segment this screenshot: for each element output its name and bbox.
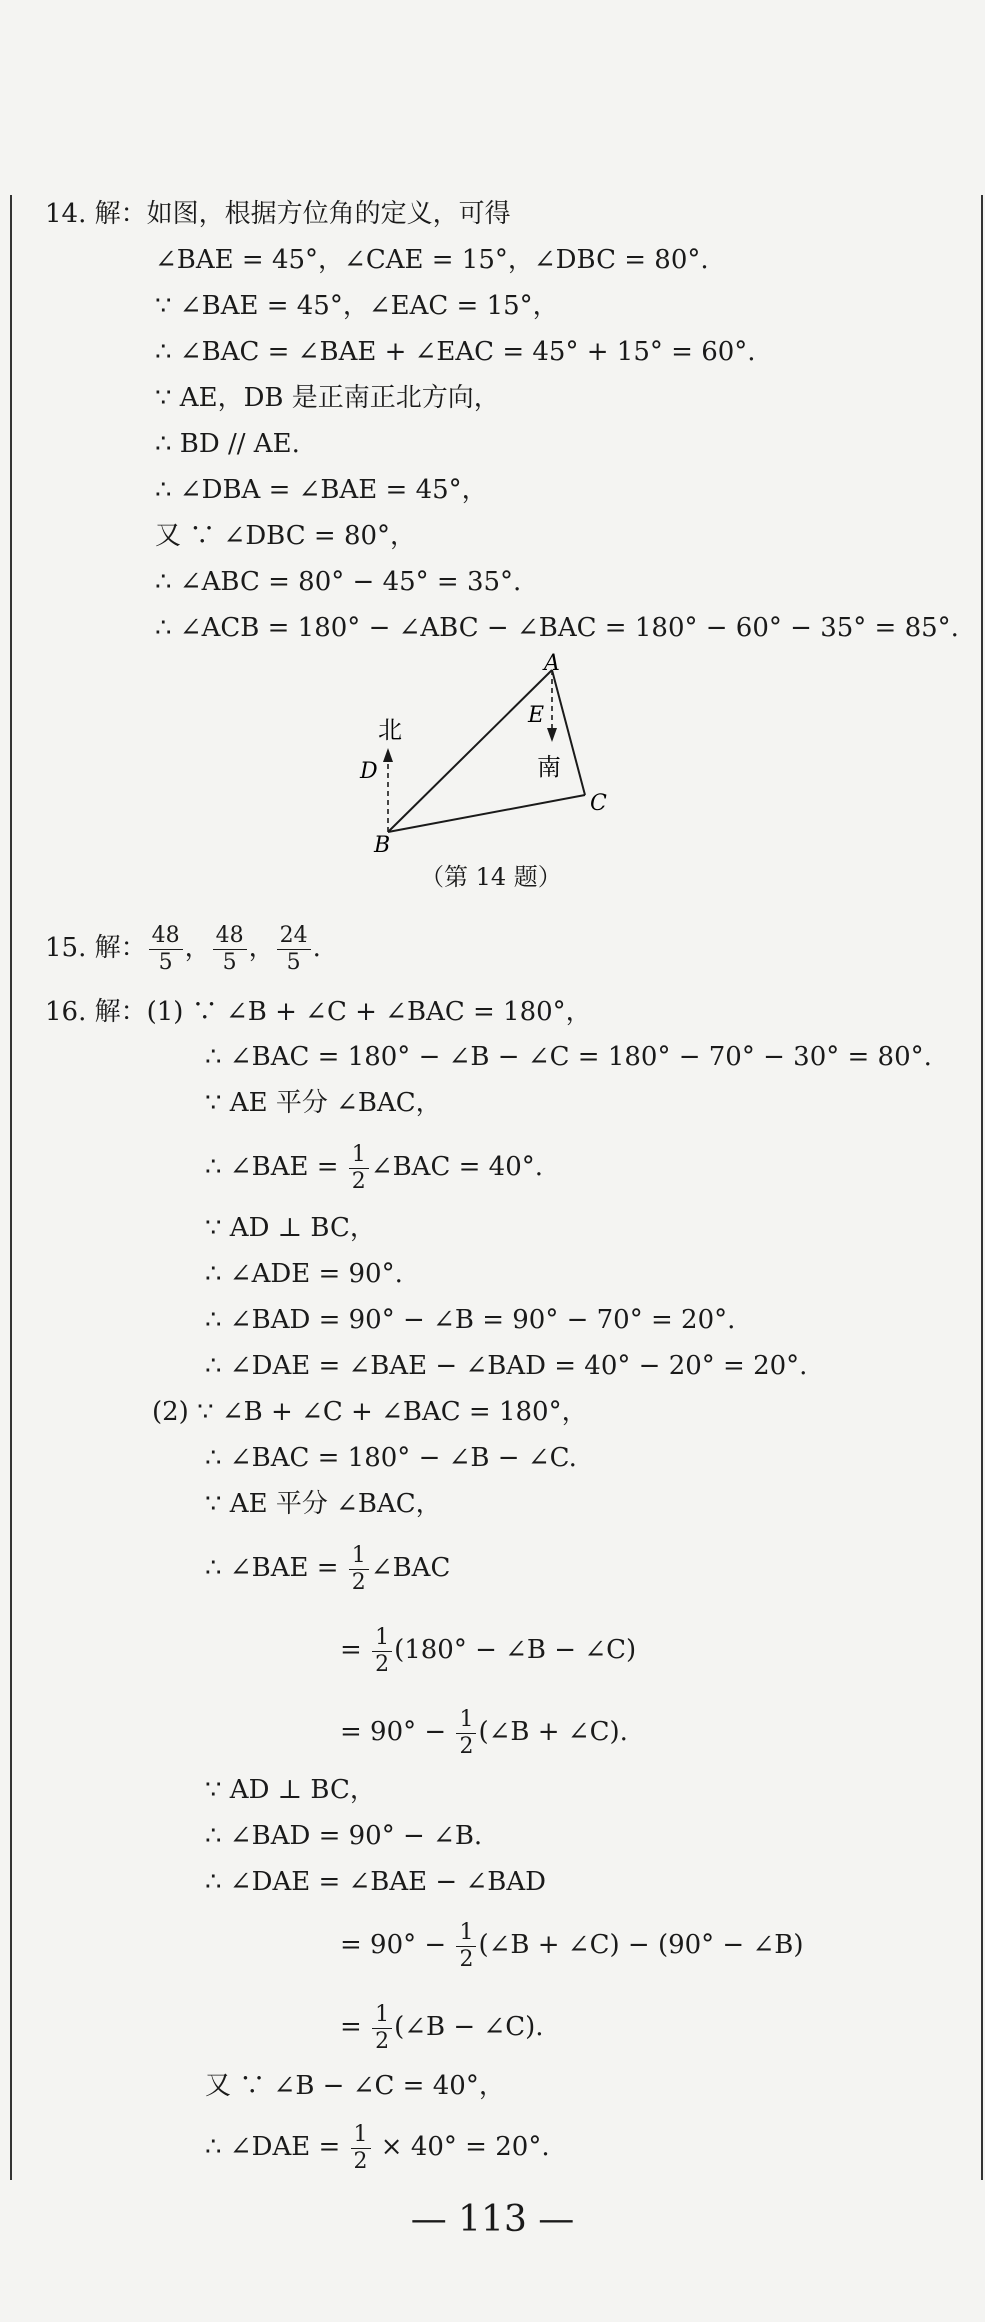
p16-part2-half-2 <box>372 1625 392 1678</box>
p16-part2-final-post: × 40° = 20°. <box>372 2132 550 2162</box>
p16-line-1: 16. 解：(1) ∵ ∠B + ∠C + ∠BAC = 180°， <box>45 997 592 1027</box>
p15-sep-1: ， <box>184 933 211 963</box>
north-arrowhead <box>383 748 393 762</box>
half-den: 2 <box>375 1651 390 1677</box>
p16-part2-eq1 <box>340 1620 636 1680</box>
p15-sep-2: ， <box>248 933 275 963</box>
p16-part2-half-1 <box>349 1543 369 1596</box>
label-d: D <box>360 759 378 784</box>
p16-part2-bae-line <box>205 1538 450 1598</box>
p14-line-9: ∴ ∠ABC = 80° − 45° = 35°. <box>155 567 522 597</box>
south-arrowhead <box>547 728 557 742</box>
p15-frac3-num: 24 <box>277 923 311 950</box>
p15-frac3-den: 5 <box>286 949 301 975</box>
p14-line-4: ∴ ∠BAC = ∠BAE + ∠EAC = 45° + 15° = 60°. <box>155 337 756 367</box>
p16-part2-eq4 <box>340 1997 544 2057</box>
p16-part2-final-pre: ∴ ∠DAE = <box>205 2132 349 2162</box>
p14-line-1: 14. 解：如图，根据方位角的定义，可得 <box>45 199 511 229</box>
p16-bae-line <box>205 1137 543 1197</box>
half-den: 2 <box>459 1733 474 1759</box>
half-num: 1 <box>456 1707 476 1734</box>
figure-14-caption: （第 14 题） <box>420 863 562 891</box>
label-e: E <box>528 703 545 728</box>
label-b: B <box>374 833 391 858</box>
figure-14 <box>340 650 640 890</box>
label-north: 北 <box>378 716 402 744</box>
half-num: 1 <box>349 1543 369 1570</box>
p16-part2-eq1-post: (180° − ∠B − ∠C) <box>394 1635 637 1665</box>
p14-line-7: ∴ ∠DBA = ∠BAE = 45°， <box>155 475 488 505</box>
page-number: — 113 — <box>410 2199 575 2240</box>
label-a: A <box>544 651 560 676</box>
p16-part2-line-3: ∵ AE 平分 ∠BAC， <box>205 1489 442 1519</box>
p16-line-5: ∵ AD ⊥ BC， <box>205 1213 376 1243</box>
label-south: 南 <box>537 753 561 781</box>
p15-fraction-3 <box>277 923 311 976</box>
p15-line <box>45 918 321 978</box>
p16-part2-line-1: (2) ∵ ∠B + ∠C + ∠BAC = 180°， <box>152 1397 588 1427</box>
p16-part2-bae-post: ∠BAC <box>370 1553 451 1583</box>
p16-part2-eq2-pre: = 90° − <box>340 1717 455 1747</box>
edge-bc <box>388 795 585 832</box>
edge-ab <box>388 670 552 832</box>
p16-half-fraction <box>349 1142 369 1195</box>
p16-part2-given: 又 ∵ ∠B − ∠C = 40°， <box>205 2071 505 2101</box>
p15-frac2-num: 48 <box>213 923 247 950</box>
p16-part2-eq4-post: (∠B − ∠C). <box>394 2012 544 2042</box>
p16-bae-post: ∠BAC = 40°. <box>370 1152 544 1182</box>
p15-fraction-1 <box>149 923 183 976</box>
p16-bae-pre: ∴ ∠BAE = <box>205 1152 347 1182</box>
half-num: 1 <box>351 2122 371 2149</box>
label-c: C <box>590 791 607 816</box>
p14-line-2: ∠BAE = 45°，∠CAE = 15°，∠DBC = 80°. <box>155 245 709 275</box>
p16-line-7: ∴ ∠BAD = 90° − ∠B = 90° − 70° = 20°. <box>205 1305 736 1335</box>
p16-part2-eq2-post: (∠B + ∠C). <box>478 1717 628 1747</box>
p16-part2-eq3 <box>340 1915 804 1975</box>
p14-line-5: ∵ AE，DB 是正南正北方向， <box>155 383 500 413</box>
p16-part2-eq2 <box>340 1702 628 1762</box>
p15-prefix: 15. 解： <box>45 933 147 963</box>
right-border-line <box>981 195 983 2180</box>
p16-part2-bae-pre: ∴ ∠BAE = <box>205 1553 347 1583</box>
p14-line-6: ∴ BD // AE. <box>155 429 300 459</box>
p16-part2-eq1-pre: = <box>340 1635 371 1665</box>
p15-fraction-2 <box>213 923 247 976</box>
half-den: 2 <box>459 1946 474 1972</box>
p16-half-den: 2 <box>351 1168 366 1194</box>
half-den: 2 <box>351 1569 366 1595</box>
half-den: 2 <box>375 2028 390 2054</box>
p16-part2-half-6 <box>351 2122 371 2175</box>
p16-part2-line-2: ∴ ∠BAC = 180° − ∠B − ∠C. <box>205 1443 577 1473</box>
p16-part2-eq3-post: (∠B + ∠C) − (90° − ∠B) <box>478 1930 804 1960</box>
half-num: 1 <box>372 1625 392 1652</box>
p14-line-10: ∴ ∠ACB = 180° − ∠ABC − ∠BAC = 180° − 60° − 35° = 85°. <box>155 613 959 643</box>
p16-part2-line-6: ∴ ∠BAD = 90° − ∠B. <box>205 1821 483 1851</box>
p16-line-3: ∵ AE 平分 ∠BAC， <box>205 1088 442 1118</box>
half-num: 1 <box>456 1920 476 1947</box>
p16-part2-eq3-pre: = 90° − <box>340 1930 455 1960</box>
p16-part2-line-7: ∴ ∠DAE = ∠BAE − ∠BAD <box>205 1867 546 1897</box>
p16-line-8: ∴ ∠DAE = ∠BAE − ∠BAD = 40° − 20° = 20°. <box>205 1351 808 1381</box>
p16-part2-half-4 <box>456 1920 476 1973</box>
half-num: 1 <box>372 2002 392 2029</box>
half-den: 2 <box>353 2148 368 2174</box>
p15-frac1-num: 48 <box>149 923 183 950</box>
left-border-line <box>10 195 12 2180</box>
p15-end: . <box>312 933 321 963</box>
p16-part2-eq4-pre: = <box>340 2012 371 2042</box>
p16-line-6: ∴ ∠ADE = 90°. <box>205 1259 403 1289</box>
p16-part2-line-5: ∵ AD ⊥ BC， <box>205 1775 376 1805</box>
p16-half-num: 1 <box>349 1142 369 1169</box>
p16-part2-half-3 <box>456 1707 476 1760</box>
p16-part2-half-5 <box>372 2002 392 2055</box>
p14-line-3: ∵ ∠BAE = 45°，∠EAC = 15°， <box>155 291 559 321</box>
p15-frac1-den: 5 <box>158 949 173 975</box>
p16-part2-final <box>205 2117 550 2177</box>
p16-line-2: ∴ ∠BAC = 180° − ∠B − ∠C = 180° − 70° − 30° = 80°. <box>205 1042 932 1072</box>
p14-line-8: 又 ∵ ∠DBC = 80°， <box>155 521 417 551</box>
p15-frac2-den: 5 <box>222 949 237 975</box>
